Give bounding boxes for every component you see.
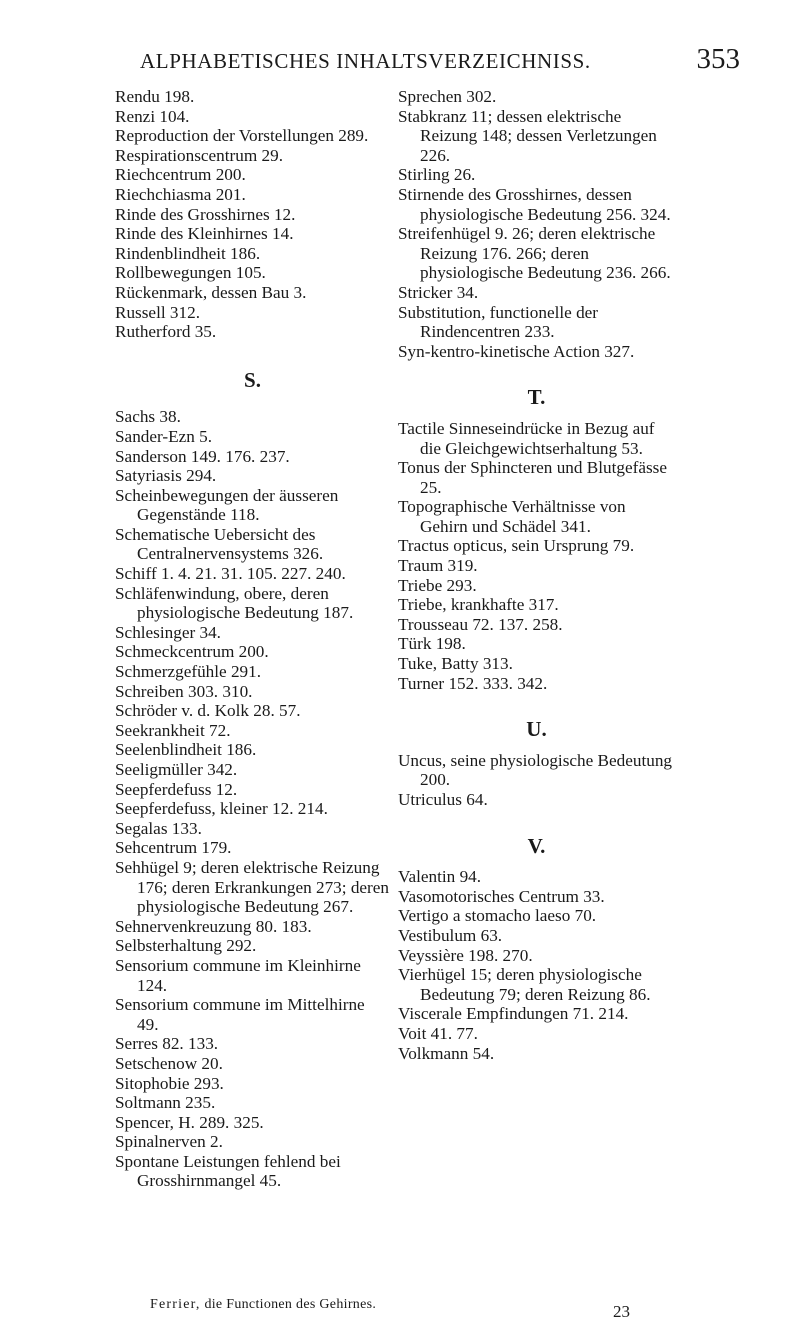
left-column: [115, 87, 390, 1191]
index-entry: Spinalnerven 2.: [115, 1132, 223, 1152]
index-entry: Tactile Sinneseindrücke in Bezug auf die Gleichgewichtserhaltung 53.: [398, 418, 655, 458]
page-number: 353: [696, 43, 740, 75]
index-entry: Rückenmark, dessen Bau 3.: [115, 282, 307, 302]
index-entry: Rinde des Grosshirnes 12.: [115, 204, 296, 224]
index-entry: Respirationscentrum 29.: [115, 145, 284, 165]
section-letter-s: S.: [244, 367, 261, 392]
index-entry: Triebe 293.: [398, 575, 477, 595]
index-entry: Schiff 1. 4. 21. 31. 105. 227. 240.: [115, 564, 346, 584]
footer-title: die Functionen des Gehirnes.: [200, 1297, 377, 1312]
index-entry: Reproduction der Vorstellungen 289.: [115, 126, 369, 146]
index-entry: Selbsterhaltung 292.: [115, 936, 257, 956]
index-entry: Streifenhügel 9. 26; deren elektrische Reizung 176. 266; deren physiologische Bedeutung 236. 266.: [398, 224, 671, 283]
index-entry: Sanderson 149. 176. 237.: [115, 446, 290, 466]
index-entry: Tonus der Sphincteren und Blutgefässe 25.: [398, 458, 667, 497]
index-entry: Schmerzgefühle 291.: [115, 662, 262, 682]
index-entry: Satyriasis 294.: [115, 466, 217, 486]
section-letter-t: T.: [527, 385, 546, 410]
index-entry: Sensorium commune im Mittelhirne 49.: [115, 995, 365, 1034]
index-entry: Stirnende des Grosshirnes, dessen physiologische Bedeutung 256. 324.: [398, 184, 671, 224]
index-entry: Sprechen 302.: [398, 87, 497, 106]
index-group-r: [115, 87, 390, 342]
right-column: [398, 87, 675, 1063]
index-entry: Rinde des Kleinhirnes 14.: [115, 224, 294, 244]
index-entry: Turner 152. 333. 342.: [398, 673, 548, 693]
index-entry: Rendu 198.: [115, 87, 195, 106]
index-entry: Veyssière 198. 270.: [398, 945, 533, 965]
index-entry: Schematische Uebersicht des Centralnervensystems 326.: [115, 524, 324, 564]
index-entry: Schröder v. d. Kolk 28. 57.: [115, 701, 301, 721]
index-entry: Trousseau 72. 137. 258.: [398, 614, 563, 634]
index-group-s: [115, 407, 390, 1191]
index-entry: Rutherford 35.: [115, 322, 217, 342]
index-entry: Seelenblindheit 186.: [115, 740, 257, 760]
index-entry: Sehcentrum 179.: [115, 838, 232, 858]
index-entry: Stabkranz 11; dessen elektrische Reizung 148; dessen Verletzungen 226.: [398, 106, 657, 165]
index-entry: Vasomotorisches Centrum 33.: [398, 886, 605, 906]
index-entry: Tuke, Batty 313.: [398, 654, 513, 674]
index-entry: Riechcentrum 200.: [115, 165, 246, 185]
index-entry: Soltmann 235.: [115, 1093, 216, 1113]
footer-author: Ferrier,: [150, 1297, 201, 1312]
index-entry: Valentin 94.: [398, 867, 482, 887]
index-entry: Sehnervenkreuzung 80. 183.: [115, 916, 312, 936]
index-entry: Rindenblindheit 186.: [115, 243, 261, 263]
section-letter-u: U.: [526, 717, 547, 742]
index-entry: Stirling 26.: [398, 165, 476, 185]
index-entry: Sensorium commune im Kleinhirne 124.: [115, 955, 361, 995]
index-entry: Viscerale Empfindungen 71. 214.: [398, 1004, 629, 1024]
index-entry: Syn-kentro-kinetische Action 327.: [398, 341, 635, 361]
index-entry: Scheinbewegungen der äusseren Gegenstände 118.: [115, 485, 339, 525]
signature-mark: 23: [613, 1302, 630, 1321]
index-entry: Sander-Ezn 5.: [115, 426, 213, 446]
index-entry: Schmeckcentrum 200.: [115, 642, 269, 662]
index-entry: Substitution, functionelle der Rindencentren 233.: [398, 302, 599, 342]
index-entry: Schlesinger 34.: [115, 622, 221, 642]
running-title: ALPHABETISCHES INHALTSVERZEICHNISS.: [140, 49, 591, 73]
index-entry: Sitophobie 293.: [115, 1073, 224, 1093]
index-entry: Seepferdefuss, kleiner 12. 214.: [115, 799, 328, 819]
index-entry: Sehhügel 9; deren elektrische Reizung 176; deren Erkrankungen 273; deren physiologische Bedeutung 267.: [115, 857, 389, 917]
index-entry: Serres 82. 133.: [115, 1034, 219, 1054]
index-entry: Spontane Leistungen fehlend bei Grosshirnmangel 45.: [115, 1151, 341, 1191]
index-entry: Vestibulum 63.: [398, 925, 503, 945]
index-entry: Uncus, seine physiologische Bedeutung 200.: [398, 750, 673, 790]
index-entry: Sachs 38.: [115, 407, 181, 427]
index-entry: Segalas 133.: [115, 818, 202, 838]
index-group-v: [398, 867, 675, 1063]
index-entry: Stricker 34.: [398, 282, 479, 302]
index-group-s-cont: [398, 87, 675, 361]
index-entry: Topographische Verhältnisse von Gehirn und Schädel 341.: [398, 497, 626, 536]
index-entry: Volkmann 54.: [398, 1043, 495, 1063]
index-entry: Vertigo a stomacho laeso 70.: [398, 906, 597, 926]
index-entry: Seeligmüller 342.: [115, 760, 238, 779]
index-entry: Seepferdefuss 12.: [115, 779, 238, 799]
index-entry: Riechchiasma 201.: [115, 184, 246, 204]
index-entry: Triebe, krankhafte 317.: [398, 595, 559, 615]
index-entry: Tractus opticus, sein Ursprung 79.: [398, 536, 635, 556]
index-entry: Schreiben 303. 310.: [115, 681, 253, 701]
index-entry: Setschenow 20.: [115, 1053, 223, 1073]
index-entry: Rollbewegungen 105.: [115, 263, 266, 283]
index-entry: Seekrankheit 72.: [115, 720, 231, 740]
index-entry: Spencer, H. 289. 325.: [115, 1112, 264, 1132]
footer-line: [150, 1297, 376, 1313]
index-group-u: [398, 751, 675, 810]
index-entry: Traum 319.: [398, 556, 478, 576]
index-entry: Voit 41. 77.: [398, 1023, 478, 1043]
index-entry: Renzi 104.: [115, 106, 190, 126]
section-letter-v: V.: [527, 833, 546, 858]
index-entry: Türk 198.: [398, 634, 466, 654]
page-header: [140, 43, 740, 77]
index-entry: Schläfenwindung, obere, deren physiologische Bedeutung 187.: [115, 583, 354, 623]
index-group-t: [398, 419, 675, 693]
index-entry: Utriculus 64.: [398, 790, 488, 809]
index-entry: Vierhügel 15; deren physiologische Bedeutung 79; deren Reizung 86.: [398, 965, 651, 1004]
index-entry: Russell 312.: [115, 302, 200, 322]
